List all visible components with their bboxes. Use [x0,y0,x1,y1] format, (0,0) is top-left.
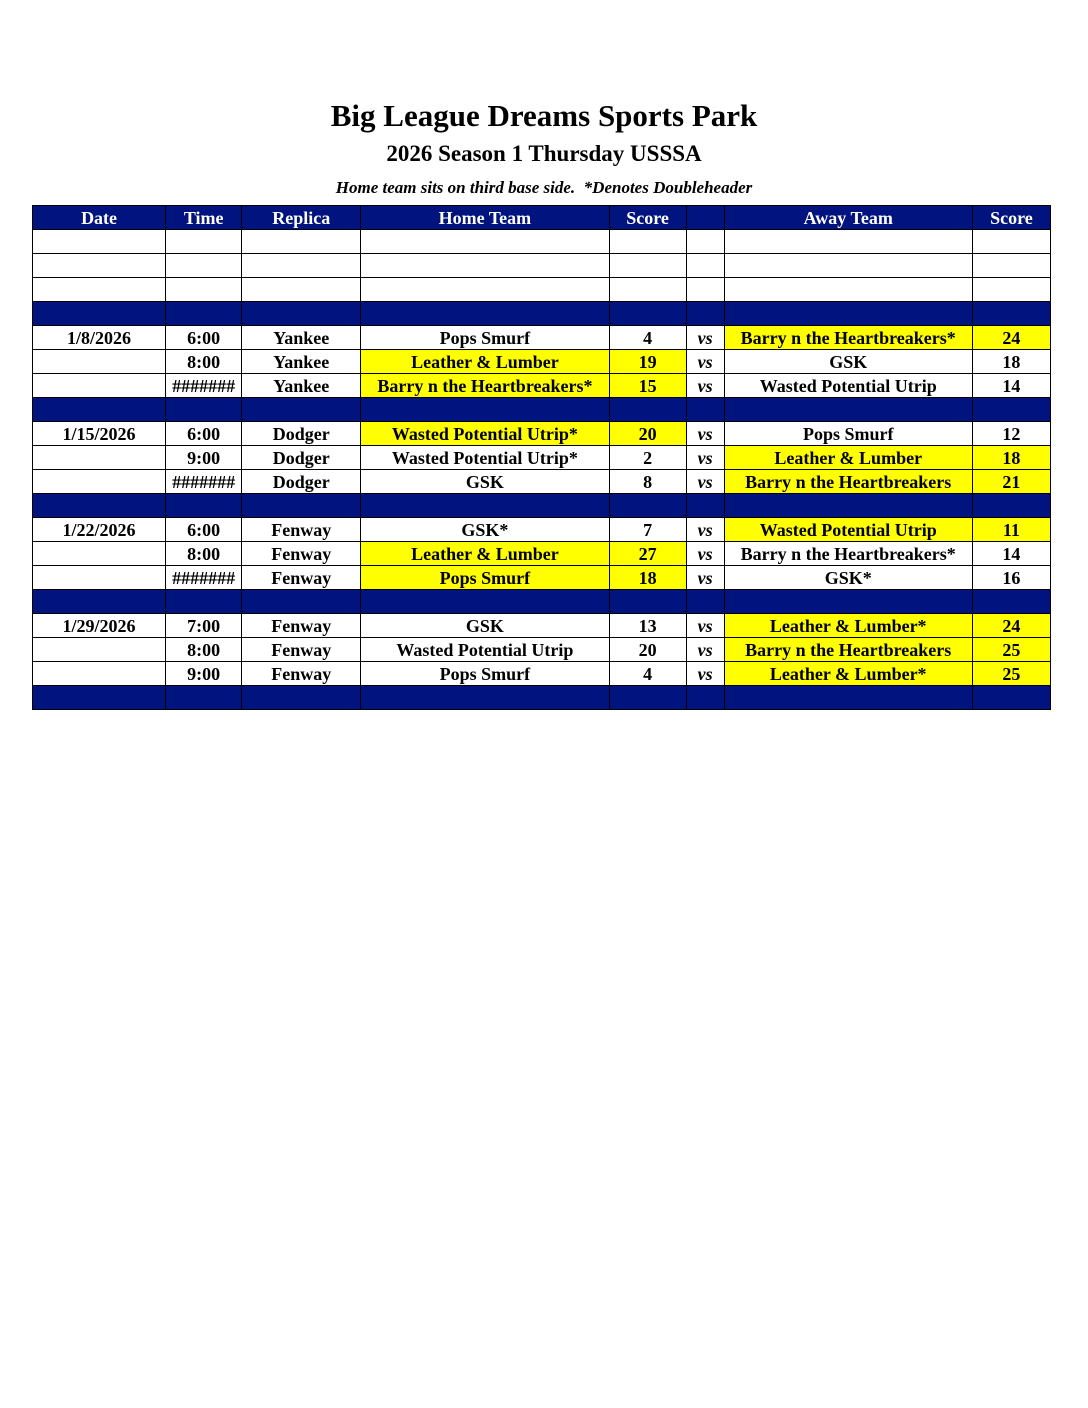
cell-away-score: 24 [972,326,1050,350]
cell-replica [242,254,361,278]
cell-date [33,686,166,710]
cell-away-score [972,230,1050,254]
cell-vs [686,230,724,254]
cell-vs: vs [686,446,724,470]
cell-away-team [724,302,972,326]
cell-replica: Dodger [242,470,361,494]
cell-replica: Fenway [242,542,361,566]
cell-away-score: 12 [972,422,1050,446]
cell-home-score [609,302,686,326]
cell-date [33,278,166,302]
cell-date: 1/15/2026 [33,422,166,446]
cell-replica: Fenway [242,614,361,638]
cell-vs: vs [686,566,724,590]
cell-home-team [361,278,609,302]
cell-home-team: GSK* [361,518,609,542]
cell-away-score [972,254,1050,278]
cell-vs: vs [686,350,724,374]
cell-home-score [609,278,686,302]
cell-home-team: Barry n the Heartbreakers* [361,374,609,398]
cell-home-score [609,398,686,422]
cell-home-team [361,398,609,422]
cell-date: 1/29/2026 [33,614,166,638]
schedule-note: Home team sits on third base side. *Denotes Doubleheader [335,178,753,197]
cell-away-team [724,254,972,278]
cell-replica [242,590,361,614]
cell-home-team: Pops Smurf [361,326,609,350]
cell-home-team: Pops Smurf [361,566,609,590]
cell-home-score: 19 [609,350,686,374]
cell-date: 1/22/2026 [33,518,166,542]
cell-home-score [609,590,686,614]
col-header-time: Time [166,206,242,230]
cell-vs: vs [686,326,724,350]
cell-date [33,638,166,662]
cell-home-score [609,494,686,518]
cell-time: 8:00 [166,542,242,566]
cell-home-score: 8 [609,470,686,494]
cell-away-team: Barry n the Heartbreakers [724,470,972,494]
cell-away-team: GSK [724,350,972,374]
cell-vs [686,302,724,326]
cell-away-score [972,278,1050,302]
page-subtitle: 2026 Season 1 Thursday USSSA [386,141,702,166]
cell-date [33,350,166,374]
cell-replica [242,398,361,422]
cell-time: 6:00 [166,326,242,350]
empty-row [33,278,1051,302]
cell-vs: vs [686,542,724,566]
cell-away-score [972,398,1050,422]
cell-vs: vs [686,662,724,686]
cell-home-score: 20 [609,638,686,662]
game-row [33,638,1051,662]
cell-away-team: Leather & Lumber* [724,614,972,638]
cell-date [33,470,166,494]
game-row [33,566,1051,590]
cell-home-team: Wasted Potential Utrip* [361,422,609,446]
cell-replica: Dodger [242,446,361,470]
cell-away-score: 14 [972,542,1050,566]
cell-replica [242,302,361,326]
cell-replica [242,230,361,254]
separator-row [33,398,1051,422]
cell-replica: Yankee [242,326,361,350]
game-row [33,518,1051,542]
game-row [33,374,1051,398]
cell-away-score: 25 [972,662,1050,686]
cell-away-score [972,494,1050,518]
cell-home-team: Leather & Lumber [361,350,609,374]
cell-away-team [724,494,972,518]
cell-home-score: 15 [609,374,686,398]
cell-vs [686,686,724,710]
page-title: Big League Dreams Sports Park [330,98,758,133]
cell-vs [686,590,724,614]
separator-row [33,686,1051,710]
game-row [33,326,1051,350]
cell-away-team: Leather & Lumber [724,446,972,470]
cell-home-score: 2 [609,446,686,470]
cell-home-score: 18 [609,566,686,590]
cell-away-score: 21 [972,470,1050,494]
game-row [33,470,1051,494]
col-header-home-team: Home Team [361,206,609,230]
cell-date [33,374,166,398]
cell-vs: vs [686,470,724,494]
cell-away-team: Wasted Potential Utrip [724,374,972,398]
cell-away-score [972,590,1050,614]
cell-date [33,662,166,686]
cell-away-score: 11 [972,518,1050,542]
cell-time [166,230,242,254]
header-row [33,206,1051,230]
col-header-replica: Replica [242,206,361,230]
cell-away-team: Barry n the Heartbreakers* [724,542,972,566]
cell-replica: Dodger [242,422,361,446]
cell-date [33,542,166,566]
cell-away-team: GSK* [724,566,972,590]
cell-date [33,566,166,590]
cell-vs: vs [686,638,724,662]
cell-away-team [724,686,972,710]
cell-home-score [609,254,686,278]
game-row [33,350,1051,374]
col-header-vs [686,206,724,230]
game-row [33,446,1051,470]
cell-away-team: Pops Smurf [724,422,972,446]
cell-date: 1/8/2026 [33,326,166,350]
cell-time [166,686,242,710]
cell-home-score: 20 [609,422,686,446]
cell-home-score [609,230,686,254]
cell-vs: vs [686,518,724,542]
cell-date [33,302,166,326]
game-row [33,542,1051,566]
col-header-home-score: Score [609,206,686,230]
cell-vs [686,398,724,422]
cell-home-team: Pops Smurf [361,662,609,686]
cell-home-team: GSK [361,470,609,494]
cell-date [33,254,166,278]
cell-home-team [361,494,609,518]
cell-replica: Fenway [242,662,361,686]
cell-away-team: Wasted Potential Utrip [724,518,972,542]
cell-away-score: 14 [972,374,1050,398]
cell-time [166,302,242,326]
cell-home-team [361,302,609,326]
separator-row [33,590,1051,614]
cell-replica: Fenway [242,638,361,662]
cell-date [33,494,166,518]
cell-vs: vs [686,374,724,398]
schedule-table [32,205,1051,710]
cell-replica [242,686,361,710]
cell-home-score [609,686,686,710]
cell-time: 9:00 [166,446,242,470]
cell-time: 8:00 [166,638,242,662]
cell-away-team: Barry n the Heartbreakers* [724,326,972,350]
schedule-body [33,230,1051,710]
cell-away-score: 18 [972,350,1050,374]
cell-vs [686,254,724,278]
cell-date [33,398,166,422]
separator-row [33,302,1051,326]
cell-time: ####### [166,374,242,398]
cell-home-score: 4 [609,326,686,350]
cell-time: 6:00 [166,422,242,446]
cell-home-team: Leather & Lumber [361,542,609,566]
cell-vs [686,278,724,302]
col-header-away-team: Away Team [724,206,972,230]
empty-row [33,230,1051,254]
cell-time: ####### [166,566,242,590]
game-row [33,662,1051,686]
cell-time [166,494,242,518]
cell-time [166,398,242,422]
cell-date [33,446,166,470]
cell-away-score: 16 [972,566,1050,590]
col-header-away-score: Score [972,206,1050,230]
cell-home-team: GSK [361,614,609,638]
cell-date [33,230,166,254]
cell-home-team: Wasted Potential Utrip* [361,446,609,470]
cell-replica [242,278,361,302]
cell-home-team [361,254,609,278]
cell-home-team [361,230,609,254]
cell-away-team [724,398,972,422]
cell-home-score: 27 [609,542,686,566]
empty-row [33,254,1051,278]
cell-vs: vs [686,422,724,446]
cell-away-score: 18 [972,446,1050,470]
game-row [33,614,1051,638]
cell-time: 8:00 [166,350,242,374]
cell-time: 6:00 [166,518,242,542]
cell-home-team [361,590,609,614]
col-header-date: Date [33,206,166,230]
cell-time [166,590,242,614]
cell-away-team [724,230,972,254]
cell-vs: vs [686,614,724,638]
cell-replica: Fenway [242,518,361,542]
cell-vs [686,494,724,518]
cell-home-score: 7 [609,518,686,542]
cell-away-team [724,278,972,302]
cell-away-score: 24 [972,614,1050,638]
cell-away-score [972,302,1050,326]
cell-time [166,254,242,278]
cell-time: 9:00 [166,662,242,686]
cell-replica [242,494,361,518]
cell-away-score: 25 [972,638,1050,662]
cell-away-team [724,590,972,614]
cell-replica: Yankee [242,374,361,398]
cell-home-score: 13 [609,614,686,638]
cell-away-team: Barry n the Heartbreakers [724,638,972,662]
cell-away-team: Leather & Lumber* [724,662,972,686]
cell-time: 7:00 [166,614,242,638]
cell-time: ####### [166,470,242,494]
cell-time [166,278,242,302]
separator-row [33,494,1051,518]
cell-away-score [972,686,1050,710]
cell-replica: Yankee [242,350,361,374]
cell-replica: Fenway [242,566,361,590]
cell-home-team [361,686,609,710]
cell-home-team: Wasted Potential Utrip [361,638,609,662]
game-row [33,422,1051,446]
cell-home-score: 4 [609,662,686,686]
cell-date [33,590,166,614]
